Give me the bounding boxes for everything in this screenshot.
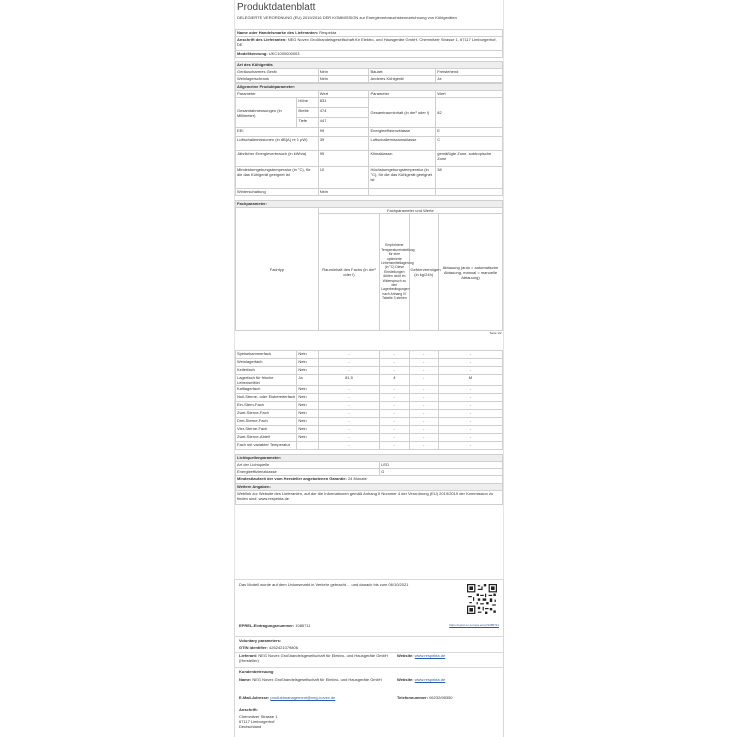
fach-value-cell: - <box>318 367 379 375</box>
warranty-row <box>236 476 503 484</box>
light-row: Art der Lichtquelle LED <box>236 462 503 469</box>
fach-value-cell: - <box>380 394 409 402</box>
supplier-address-value: NEG Novex Großhandelsgesellschaft für Elektro- und Hausgeräte GmbH, Chemnitzer Strasse 1, 67117 Limburgerhof, DE <box>237 37 497 47</box>
gtin-row: GTIN identifier: 4262421079806 <box>239 645 298 650</box>
fach-value-cell: Nein <box>297 434 318 442</box>
further-text: Weblink zur Website des Lieferanten, auf der die Informationen gemäß Anhang II Nummer 4 der Verordnung (EU) 2019/2019 der Kommission zu finden sind: www.respekta.de <box>236 491 503 505</box>
contact-box <box>234 636 504 737</box>
dims-row: Tiefe 447 <box>236 118 503 128</box>
fach-value-cell: - <box>409 359 438 367</box>
phone-row: Telefonnummer: 06232/98350 <box>397 695 453 700</box>
fach-value-cell: - <box>380 402 409 410</box>
fach-value-cell: - <box>438 367 502 375</box>
fach-value-cell: - <box>409 418 438 426</box>
fach-col-volume: Rauminhalt des Fachs (in dm³ oder l) <box>318 214 379 331</box>
page-title: Produktdatenblatt <box>237 2 316 13</box>
further-title: Weitere Angaben: <box>236 484 503 491</box>
model-value: UKC1000000003 <box>268 51 300 56</box>
fach-value-cell: Ja <box>297 375 318 386</box>
fach-type-cell: Kellerfach <box>236 367 297 375</box>
fach-value-cell: - <box>438 442 502 450</box>
fach-value-cell: Nein <box>297 351 318 359</box>
fach-value-cell: - <box>438 394 502 402</box>
fach-value-cell: Nein <box>297 359 318 367</box>
qr-code-icon <box>467 584 497 614</box>
fach-value-cell: - <box>409 375 438 386</box>
supplier-name-value: Respekta <box>319 30 337 35</box>
general-row: Luftschallemissionen (in dB(A) re 1 pW) 39 Luftschallemissionsklasse C <box>236 137 503 151</box>
lieferant-row: Lieferant: NEG Novex Großhandelsgesellschaft für Elektro- und Hausgeräte GmbH (Hersteller) <box>239 653 388 663</box>
fach-value-cell: - <box>438 402 502 410</box>
general-title: Allgemeine Produktparameter: <box>236 84 503 91</box>
eprel-box <box>234 579 504 637</box>
fach-value-cell: - <box>318 434 379 442</box>
fach-row <box>236 351 503 359</box>
fach-type-cell: Zwei-Sterne-Fach <box>236 410 297 418</box>
fach-value-cell: - <box>409 410 438 418</box>
light-row: Energieeffizienzklasse G <box>236 469 503 476</box>
general-row: Jährlicher Energieverbrauch (in kWh/a) 95 Klimaklasse: gemäßigte Zone, subtropische Zone <box>236 151 503 167</box>
general-row: Mindestumgebungstemperatur (in °C), für die das Kühlgerät geeignet ist 10 Höchstumgebungstemperatur (in °C), für die das Kühlgerät geeignet ist 38 <box>236 167 503 189</box>
general-row: EEI 99 Energieeffizienzklasse E <box>236 128 503 137</box>
fach-value-cell: - <box>409 351 438 359</box>
general-params-table <box>235 83 503 196</box>
fach-value-cell: - <box>380 386 409 394</box>
fach-value-cell: - <box>318 394 379 402</box>
fach-value-cell: - <box>380 367 409 375</box>
fach-title: Fachparameter: <box>236 201 503 208</box>
fach-row <box>236 402 503 410</box>
fach-value-cell: Nein <box>297 426 318 434</box>
fach-type-cell: Null-Sterne- oder Eisbereiterfach <box>236 394 297 402</box>
fach-value-cell: - <box>318 351 379 359</box>
fach-value-cell: - <box>409 402 438 410</box>
fach-row <box>236 442 503 450</box>
art-table <box>235 61 503 83</box>
website-row: Website: www.respekta.de <box>397 653 446 658</box>
voluntary-title: Voluntary parameters: <box>239 638 282 643</box>
dims-label: Gesamtabmessungen (in Millimeter) <box>236 98 297 128</box>
fach-table <box>235 200 503 450</box>
fach-value-cell: Nein <box>297 402 318 410</box>
general-head-row: Parameter Wert Parameter Wert <box>236 91 503 98</box>
fach-value-cell: Nein <box>297 394 318 402</box>
fach-group-header: Fachparameter und Werte <box>318 208 502 214</box>
fach-value-cell: Nein <box>297 367 318 375</box>
fach-value-cell: - <box>380 442 409 450</box>
email-link[interactable]: produktmanagement@neg-novex.de <box>270 695 336 700</box>
warranty-value: 24 Monate <box>347 476 367 481</box>
fach-row <box>236 386 503 394</box>
fach-value-cell: - <box>409 367 438 375</box>
fach-row <box>236 418 503 426</box>
light-table <box>235 454 503 505</box>
fach-value-cell: - <box>380 351 409 359</box>
fach-type-cell: Speisekammerfach <box>236 351 297 359</box>
address-line: Chemnitzer Strasse 1 <box>239 714 278 719</box>
model-row <box>236 51 503 58</box>
eprel-row: EPREL-Eintragungsnummer: 1085711 <box>239 623 311 628</box>
page-footnote: Seite 1/2 <box>236 331 503 351</box>
fach-type-cell: Lagerfach für frische Lebensmittel <box>236 375 297 386</box>
fach-value-cell: - <box>318 442 379 450</box>
fach-col-freeze: Gefriervermögen (in kg/24h) <box>409 214 438 331</box>
fach-value-cell: - <box>380 426 409 434</box>
model-label: Modellkennung: <box>237 51 268 56</box>
art-row: Geräuscharmes Gerät Nein Bauart: Freistehend <box>236 69 503 76</box>
supplier-name-row <box>236 30 503 37</box>
fach-value-cell: - <box>438 386 502 394</box>
warranty-label: Mindestlaufzeit der vom Hersteller angebotenen Garantie: <box>237 476 347 481</box>
fach-col-temp: Empfohlene Temperatureinstellung für eine optimierte Lebensmittellagerung (in °C) Diese Einstellungen dürfen nicht im Widerspruch zu den Lagerbedingungen nach Anhang IV Tabelle 3 stehen <box>380 214 409 331</box>
fach-row <box>236 394 503 402</box>
contact-website-row: Website: www.respekta.de <box>397 677 446 682</box>
fach-value-cell: - <box>380 410 409 418</box>
fach-value-cell: - <box>318 426 379 434</box>
light-title: Lichtquellenparameter: <box>236 455 503 462</box>
fach-value-cell: - <box>409 434 438 442</box>
fach-type-cell: Fach mit variabler Temperatur <box>236 442 297 450</box>
supplier-table <box>235 29 503 58</box>
fach-row <box>236 426 503 434</box>
fach-value-cell: - <box>380 418 409 426</box>
fach-type-cell: Kaltlagerfach <box>236 386 297 394</box>
fach-value-cell: - <box>318 359 379 367</box>
fach-value-cell: Nein <box>297 410 318 418</box>
fach-value-cell: - <box>438 434 502 442</box>
contact-title: Kundenbetreuung <box>239 669 274 674</box>
fach-value-cell: - <box>380 359 409 367</box>
fach-value-cell: - <box>438 359 502 367</box>
email-row: E-Mail-Adresse: produktmanagement@neg-novex.de <box>239 695 336 700</box>
fach-value-cell: - <box>409 442 438 450</box>
address-label: Anschrift: <box>239 707 258 712</box>
art-row: Weinlagerschrank Nein Anderes Kühlgerät Ja <box>236 76 503 83</box>
art-title: Art des Kühlgeräts <box>236 62 503 69</box>
fach-value-cell: - <box>409 394 438 402</box>
website-link[interactable]: www.respekta.de <box>414 653 446 658</box>
fach-col-defrost: Abtauung (auto = automatische Abtauung, manual = manuelle Abtauung) <box>438 214 502 331</box>
supplier-address-row <box>236 37 503 51</box>
fach-value-cell: - <box>380 434 409 442</box>
eprel-link[interactable]: https://eprel.ec.europa.eu/qr/1085711 <box>449 623 499 627</box>
address-line: 67117 Limburgerhof <box>239 719 275 724</box>
fach-value-cell: 4 <box>380 375 409 386</box>
fach-row <box>236 359 503 367</box>
fach-type-cell: Vier-Sterne-Fach <box>236 426 297 434</box>
fach-value-cell: - <box>318 402 379 410</box>
fach-type-cell: Weinlagerfach <box>236 359 297 367</box>
fach-col-type: Fachtyp <box>236 208 319 331</box>
contact-website-link[interactable]: www.respekta.de <box>414 677 446 682</box>
fach-value-cell: 81,5 <box>318 375 379 386</box>
fach-row <box>236 375 503 386</box>
address-line: Deutschland <box>239 724 262 729</box>
market-note: Das Modell wurde auf dem Unionsmarkt in Verkehr gebracht ... und danach bis zum 06/10/2021 <box>239 582 409 587</box>
fach-value-cell: Nein <box>297 386 318 394</box>
fach-value-cell <box>297 442 318 450</box>
fach-value-cell: - <box>409 426 438 434</box>
fach-value-cell: - <box>318 410 379 418</box>
fach-value-cell: - <box>438 426 502 434</box>
fach-value-cell: - <box>438 418 502 426</box>
dims-row: Breite 474 <box>236 108 503 118</box>
supplier-address-label: Anschrift des Lieferanten: <box>237 37 287 42</box>
fach-row <box>236 434 503 442</box>
contact-name-row: Name: NEG Novex Großhandelsgesellschaft für Elektro- und Hausgeräte GmbH <box>239 677 382 682</box>
supplier-name-label: Name oder Handelsmarke des Lieferanten: <box>237 30 319 35</box>
fach-row <box>236 410 503 418</box>
fach-value-cell: Nein <box>297 418 318 426</box>
fach-value-cell: - <box>318 386 379 394</box>
fach-type-cell: Zwei-Sterne-Abteil <box>236 434 297 442</box>
regulation-text: DELEGIERTE VERORDNUNG (EU) 2019/2016 DER KOMMISSION zur Energieverbrauchskennzeichnung von Kühlgeräten <box>237 15 457 20</box>
fach-value-cell: - <box>318 418 379 426</box>
fach-value-cell: - <box>438 351 502 359</box>
general-row: Winterschaltung Nein <box>236 189 503 196</box>
fach-row <box>236 367 503 375</box>
fach-value-cell: - <box>409 386 438 394</box>
fach-value-cell: M <box>438 375 502 386</box>
fach-value-cell: - <box>438 410 502 418</box>
dims-row: Gesamtabmessungen (in Millimeter) Höhe 831 Gesamtrauminhalt (in dm³ oder l) 82 <box>236 98 503 108</box>
fach-type-cell: Ein-Stern-Fach <box>236 402 297 410</box>
fach-type-cell: Drei-Sterne-Fach <box>236 418 297 426</box>
